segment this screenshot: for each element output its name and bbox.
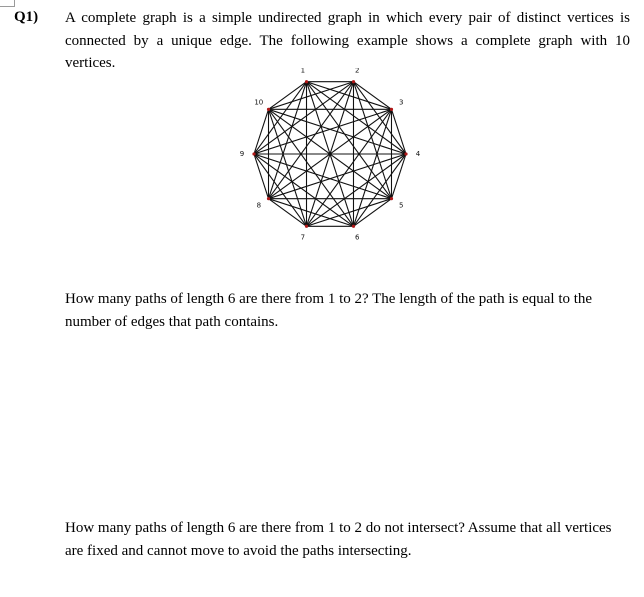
question-part-2-text: How many paths of length 6 are there from 1 to 2 do not intersect? Assume that all vertices are fixed and cannot move to avoid the paths intersecting. [65, 520, 612, 559]
graph-vertex [404, 152, 407, 155]
graph-edge [269, 109, 354, 226]
graph-edge [353, 82, 391, 110]
graph-vertex [252, 152, 255, 155]
page-corner-mark [0, 0, 15, 7]
graph-vertex-label: 3 [398, 98, 404, 107]
graph-vertex-label: 8 [256, 201, 262, 210]
graph-vertex-label: 10 [254, 98, 264, 107]
graph-vertex [305, 80, 308, 83]
graph-vertex-label: 6 [354, 233, 360, 242]
graph-edge [269, 109, 406, 154]
graph-edge [269, 154, 406, 199]
graph-vertex-label: 4 [415, 150, 421, 158]
graph-edge [269, 199, 354, 227]
complete-graph-figure [230, 68, 430, 248]
graph-edge [269, 109, 307, 226]
graph-vertex-label: 7 [300, 233, 306, 242]
graph-edge [254, 154, 391, 199]
graph-vertex [390, 108, 393, 111]
graph-edge [269, 199, 307, 227]
graph-vertex [267, 197, 270, 200]
graph-edge [353, 199, 391, 227]
graph-edge [307, 199, 392, 227]
graph-vertex [390, 197, 393, 200]
graph-vertex [267, 108, 270, 111]
question-intro-text: A complete graph is a simple undirected graph in which every pair of distinct vertices is connected by a unique edge. The following example shows a complete graph with 10 vertices. [65, 10, 630, 71]
graph-vertex-label: 5 [398, 201, 404, 210]
graph-vertex [305, 225, 308, 228]
graph-vertex-label: 9 [239, 150, 245, 158]
graph-edge [391, 109, 406, 154]
graph-vertex-label: 2 [354, 68, 360, 75]
graph-edge [254, 154, 269, 199]
question-part-1-text: How many paths of length 6 are there from 1 to 2? The length of the path is equal to the number of edges that path contains. [65, 291, 593, 330]
graph-edge [269, 82, 307, 110]
graph-vertex [352, 225, 355, 228]
graph-vertex [352, 80, 355, 83]
question-number: Q1) [14, 9, 39, 25]
graph-vertex-label: 1 [300, 68, 306, 75]
graph-edge [391, 154, 406, 199]
graph-edge [254, 109, 391, 154]
graph-edge [254, 109, 269, 154]
graph-edge [254, 154, 307, 226]
graph-edges [254, 82, 406, 227]
graph-edge [269, 82, 354, 110]
